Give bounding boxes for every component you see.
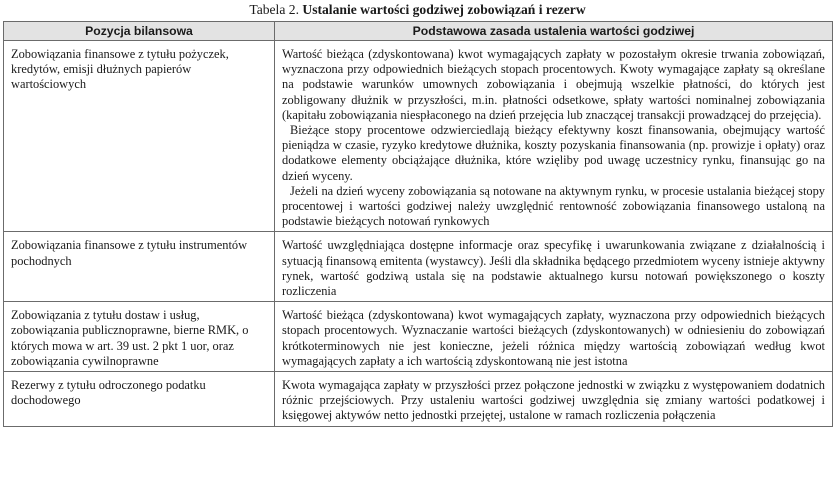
row-item-cell: Rezerwy z tytułu odroczonego podatku dochodowego	[4, 372, 275, 427]
table-row	[4, 232, 833, 302]
row-principle-cell	[275, 372, 833, 427]
table-row	[4, 302, 833, 372]
table-row	[4, 372, 833, 427]
principle-paragraph: Bieżące stopy procentowe odzwierciedlają bieżący efektywny koszt finansowania, obejmujący wartość pieniądza w czasie, ryzyko kredytowe dłużnika, koszty pozyskania finansowania (np. prowizje i opłaty) oraz dodatkowe elementy obciążające dłużnika, które wzięliby pod uwagę uczestnicy rynku, finansując go na dzień wyceny.	[282, 123, 825, 183]
column-header-item: Pozycja bilansowa	[4, 22, 275, 41]
table-caption	[0, 0, 835, 21]
table-row	[4, 41, 833, 232]
principle-paragraph: Wartość bieżąca (zdyskontowana) kwot wymagających zapłaty w pozostałym okresie trwania zobowiązań, wyznaczona przy odpowiednich bieżących stopach procentowych. Kwoty wymagające zapłaty są określane na podstawie warunków umownych zobowiązania i obejmują wszelkie płatności, do których jest zobligowany dłużnik w przyszłości, m.in. płatności odsetkowe, spłaty wartości nominalnej zobowiązania (kapitału zobowiązania niespłaconego na dzień przejęcia lub znaczącej transakcji prowadzącej do przejęcia).	[282, 47, 825, 122]
principle-paragraph: Wartość bieżąca (zdyskontowana) kwot wymagających zapłaty, wyznaczona przy odpowiednich bieżących stopach procentowych. Wyznaczanie wartości bieżących (zdyskontowanych) w odniesieniu do zobowiązań krótkoterminowych nie jest konieczne, jeżeli różnica między wartością zobowiązań według kwot wymagających zapłaty a ich wartością zdyskontowaną nie jest istotna	[282, 308, 825, 368]
caption-prefix: Tabela 2.	[249, 2, 299, 17]
row-item-cell: Zobowiązania finansowe z tytułu instrumentów pochodnych	[4, 232, 275, 302]
principle-paragraph: Jeżeli na dzień wyceny zobowiązania są notowane na aktywnym rynku, w procesie ustalania bieżącej stopy procentowej i wartości godziwej należy uwzględnić rentowność zobowiązania finansowego ustaloną na podstawie bieżących notowań rynkowych	[282, 183, 825, 229]
principle-paragraph: Kwota wymagająca zapłaty w przyszłości przez połączone jednostki w związku z występowaniem dodatnich różnic przejściowych. Przy ustaleniu wartości godziwej uwzględnia się zmiany wartości podatkowej i księgowej aktywów netto jednostki przejętej, ustalone w ramach rozliczenia połączenia	[282, 378, 825, 423]
table-header-row	[4, 22, 833, 41]
fair-value-table	[3, 21, 833, 427]
row-principle-cell	[275, 232, 833, 302]
column-header-principle: Podstawowa zasada ustalenia wartości godziwej	[275, 22, 833, 41]
row-item-cell: Zobowiązania z tytułu dostaw i usług, zobowiązania publicznoprawne, bierne RMK, o których mowa w art. 39 ust. 2 pkt 1 uor, oraz zobowiązania cywilnoprawne	[4, 302, 275, 372]
row-principle-cell	[275, 302, 833, 372]
row-item-cell: Zobowiązania finansowe z tytułu pożyczek, kredytów, emisji dłużnych papierów wartościowych	[4, 41, 275, 232]
caption-title: Ustalanie wartości godziwej zobowiązań i rezerw	[302, 2, 586, 17]
principle-paragraph: Wartość uwzględniająca dostępne informacje oraz specyfikę i uwarunkowania związane z działalnością i sytuacją finansową emitenta (wystawcy). Jeśli dla składnika będącego przedmiotem wyceny istnieje aktywny rynek, wartość godziwą ustala się na podstawie aktualnego kursu notowań powiększonego o koszty rozliczenia	[282, 238, 825, 299]
row-principle-cell	[275, 41, 833, 232]
